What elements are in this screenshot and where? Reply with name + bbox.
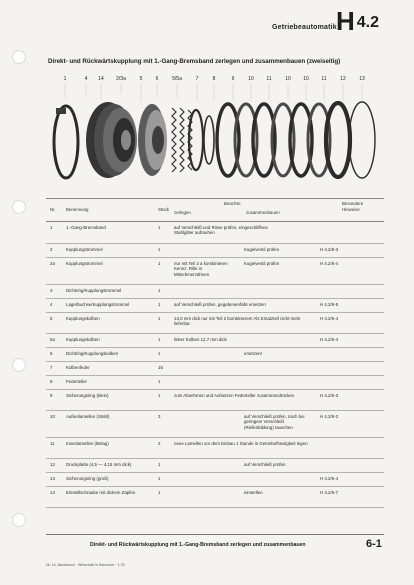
row-name: Kupplungskolben	[66, 337, 100, 342]
row-nr: 1	[50, 225, 53, 230]
row-assemble-note: Kugelventil prüfen	[244, 247, 280, 252]
row-reference: H 4.2/6-7	[320, 490, 339, 495]
row-reference: H 4.2/6-3	[320, 247, 339, 252]
row-disassemble-note: neue Lamellen vor dem Einbau 1 Stunde in Getriebeflüssigkeit legen	[174, 441, 308, 446]
row-assemble-note: auf Verschleiß prüfen	[244, 462, 286, 467]
header-remark-assemble: zusammenbauen	[246, 210, 280, 215]
page-number: 6-1	[366, 538, 382, 550]
row-nr: 2	[50, 247, 53, 252]
row-nr: 4	[50, 302, 53, 307]
row-qty: 16	[158, 365, 163, 370]
row-qty: 1	[158, 476, 161, 481]
row-reference: H 4.2/6-4	[320, 316, 339, 321]
row-reference: H 4.2/6-3	[320, 393, 339, 398]
table-row	[46, 459, 384, 473]
header-special-title: Besondere	[342, 201, 364, 206]
part-number-label: 10	[248, 76, 254, 82]
row-name: Sicherungsring (klein)	[66, 393, 109, 398]
row-reference: H 4.2/6-5	[320, 302, 339, 307]
row-name: Einstellschraube mit dickem Zapfen	[66, 490, 136, 495]
row-assemble-note: einstellen	[244, 490, 263, 495]
table-row	[46, 222, 384, 244]
imprint-note: Nr. 14, Nachdruck · Wirtschaft in Hannover · 1.78	[46, 563, 125, 567]
footer-title: Direkt- und Rückwärtskupplung mit 1.-Gang-Bremsband zerlegen und zusammenbauen	[90, 542, 306, 548]
row-name: Lagerbuchse/Kupplungstrommel	[66, 302, 130, 307]
punch-hole	[12, 513, 26, 527]
table-row	[46, 299, 384, 313]
header-special-sub: Hinweise	[342, 207, 360, 212]
row-qty: 1	[158, 225, 161, 230]
part-number-label: 5	[139, 76, 143, 82]
row-qty: 1	[158, 288, 161, 293]
row-name: Dichtring/Kupplungstrommel	[66, 288, 122, 293]
parts-table	[46, 198, 384, 508]
row-qty: 1	[158, 490, 161, 495]
row-name: Sicherungsring (groß)	[66, 476, 109, 481]
row-nr: 8	[50, 379, 53, 384]
row-name: Kolbenfeder	[66, 365, 90, 370]
part-number-label: 8	[212, 76, 216, 82]
row-nr: 6	[50, 351, 53, 356]
header-remark-disassemble: zerlegen	[174, 210, 191, 215]
row-qty: 1	[158, 316, 161, 321]
punch-hole	[12, 50, 26, 64]
row-disassemble-note: zum Abnehmen und Aufsetzen Federteller zusammendrücken	[174, 393, 295, 398]
row-nr: 7	[50, 365, 53, 370]
table-row	[46, 376, 384, 390]
row-nr: 5a	[50, 337, 55, 342]
row-qty: 1	[158, 379, 161, 384]
row-nr: 10	[50, 414, 55, 419]
row-nr: 9	[50, 393, 53, 398]
table-row	[46, 487, 384, 508]
exploded-view-illustration	[46, 84, 386, 188]
part-number-label: 10	[285, 76, 291, 82]
row-disassemble-note: 13,0 mm dick nur mit Teil 2 kombinieren! Als Ersatzteil nicht mehr lieferbar.	[174, 316, 301, 327]
row-reference: H 4.2/6-4	[320, 261, 339, 266]
parts-table-header	[46, 198, 384, 222]
table-row	[46, 438, 384, 459]
part-number-label: 5/5a	[172, 76, 182, 82]
page-title: Direkt- und Rückwärtskupplung mit 1.-Gang-Bremsband zerlegen und zusammenbauen (zweiseitig)	[48, 58, 341, 65]
part-number-label: 9	[231, 76, 235, 82]
punch-hole	[12, 200, 26, 214]
row-nr: 14	[50, 490, 55, 495]
table-row	[46, 313, 384, 334]
part-number-label: 12	[340, 76, 346, 82]
table-row	[46, 348, 384, 362]
row-reference: H 4.2/6-3	[320, 414, 339, 419]
section-code-letter: H	[336, 6, 355, 36]
part-number-label: 11	[321, 76, 327, 82]
row-qty: 1	[158, 261, 161, 266]
table-row	[46, 362, 384, 376]
row-nr: 13	[50, 476, 55, 481]
row-qty: 1	[158, 337, 161, 342]
punch-hole	[12, 358, 26, 372]
table-row	[46, 473, 384, 487]
part-number-label: 14	[98, 76, 104, 82]
section-code-number: 4.2	[356, 14, 380, 31]
row-disassemble-note: auf Verschleiß prüfen, gegebenenfalls ersetzen	[174, 302, 266, 307]
part-number-label: 11	[266, 76, 272, 82]
row-assemble-note: ersetzen!	[244, 351, 263, 356]
part-number-label: 2/3a	[116, 76, 126, 82]
row-qty: 1	[158, 247, 161, 252]
table-row	[46, 411, 384, 438]
row-disassemble-note: auf Verschleiß und Risse prüfen, eingeschliffene Stahlgitter aufrauhen	[174, 225, 268, 236]
row-qty: 1	[158, 302, 161, 307]
table-row	[46, 244, 384, 258]
part-number-label: 10	[303, 76, 309, 82]
row-name: Kupplungskolben	[66, 316, 100, 321]
row-name: Dichtring/Kupplungskolben	[66, 351, 119, 356]
part-number-label: 7	[195, 76, 199, 82]
row-nr: 11	[50, 441, 55, 446]
table-row	[46, 285, 384, 299]
table-row	[46, 390, 384, 411]
row-name: Kupplungstrommel	[66, 247, 103, 252]
part-number-label: 13	[359, 76, 365, 82]
row-disassemble-note: nur mit Teil 3 a kombinieren Kennz. Rille in Mitnehmerzähnen	[174, 261, 228, 277]
row-qty: 2	[158, 441, 161, 446]
table-row	[46, 258, 384, 285]
header-nr: Nr.	[50, 207, 56, 212]
part-number-label: 4	[84, 76, 88, 82]
row-name: Außenlamellen (Stahl)	[66, 414, 110, 419]
header-qty: Stück	[158, 207, 169, 212]
row-qty: 1	[158, 393, 161, 398]
part-number-label: 1	[63, 76, 67, 82]
row-disassemble-note: linker Kolben 12,7 mm dick	[174, 337, 227, 342]
row-qty: 1	[158, 351, 161, 356]
row-nr: 5	[50, 316, 53, 321]
row-name: 1.-Gang-Bremsband	[66, 225, 106, 230]
footer-divider	[46, 534, 384, 535]
row-reference: H 4.2/6-4	[320, 337, 339, 342]
row-name: Federteller	[66, 379, 87, 384]
table-row	[46, 334, 384, 348]
row-name: Kupplungstrommel	[66, 261, 103, 266]
row-qty: 3	[158, 414, 161, 419]
section-title: Getriebeautomatik	[272, 24, 337, 31]
row-name: Druckplatte (4,5 — 4,15 mm dick)	[66, 462, 132, 467]
part-number-label: 6	[155, 76, 159, 82]
row-name: Innenlamellen (Belag)	[66, 441, 109, 446]
row-assemble-note: Kugelventil prüfen	[244, 261, 280, 266]
row-qty: 1	[158, 462, 161, 467]
row-assemble-note: auf Verschleiß prüfen, nach bei geringem Verschleiß (Riefenbildung) tauschen	[244, 414, 305, 430]
row-nr: 2a	[50, 261, 55, 266]
row-nr: 12	[50, 462, 55, 467]
header-remark-title: Beachte:	[224, 201, 242, 206]
row-nr: 3	[50, 288, 53, 293]
row-reference: H 4.2/6-4	[320, 476, 339, 481]
section-code	[336, 8, 379, 34]
header-name: Benennung	[66, 207, 89, 212]
